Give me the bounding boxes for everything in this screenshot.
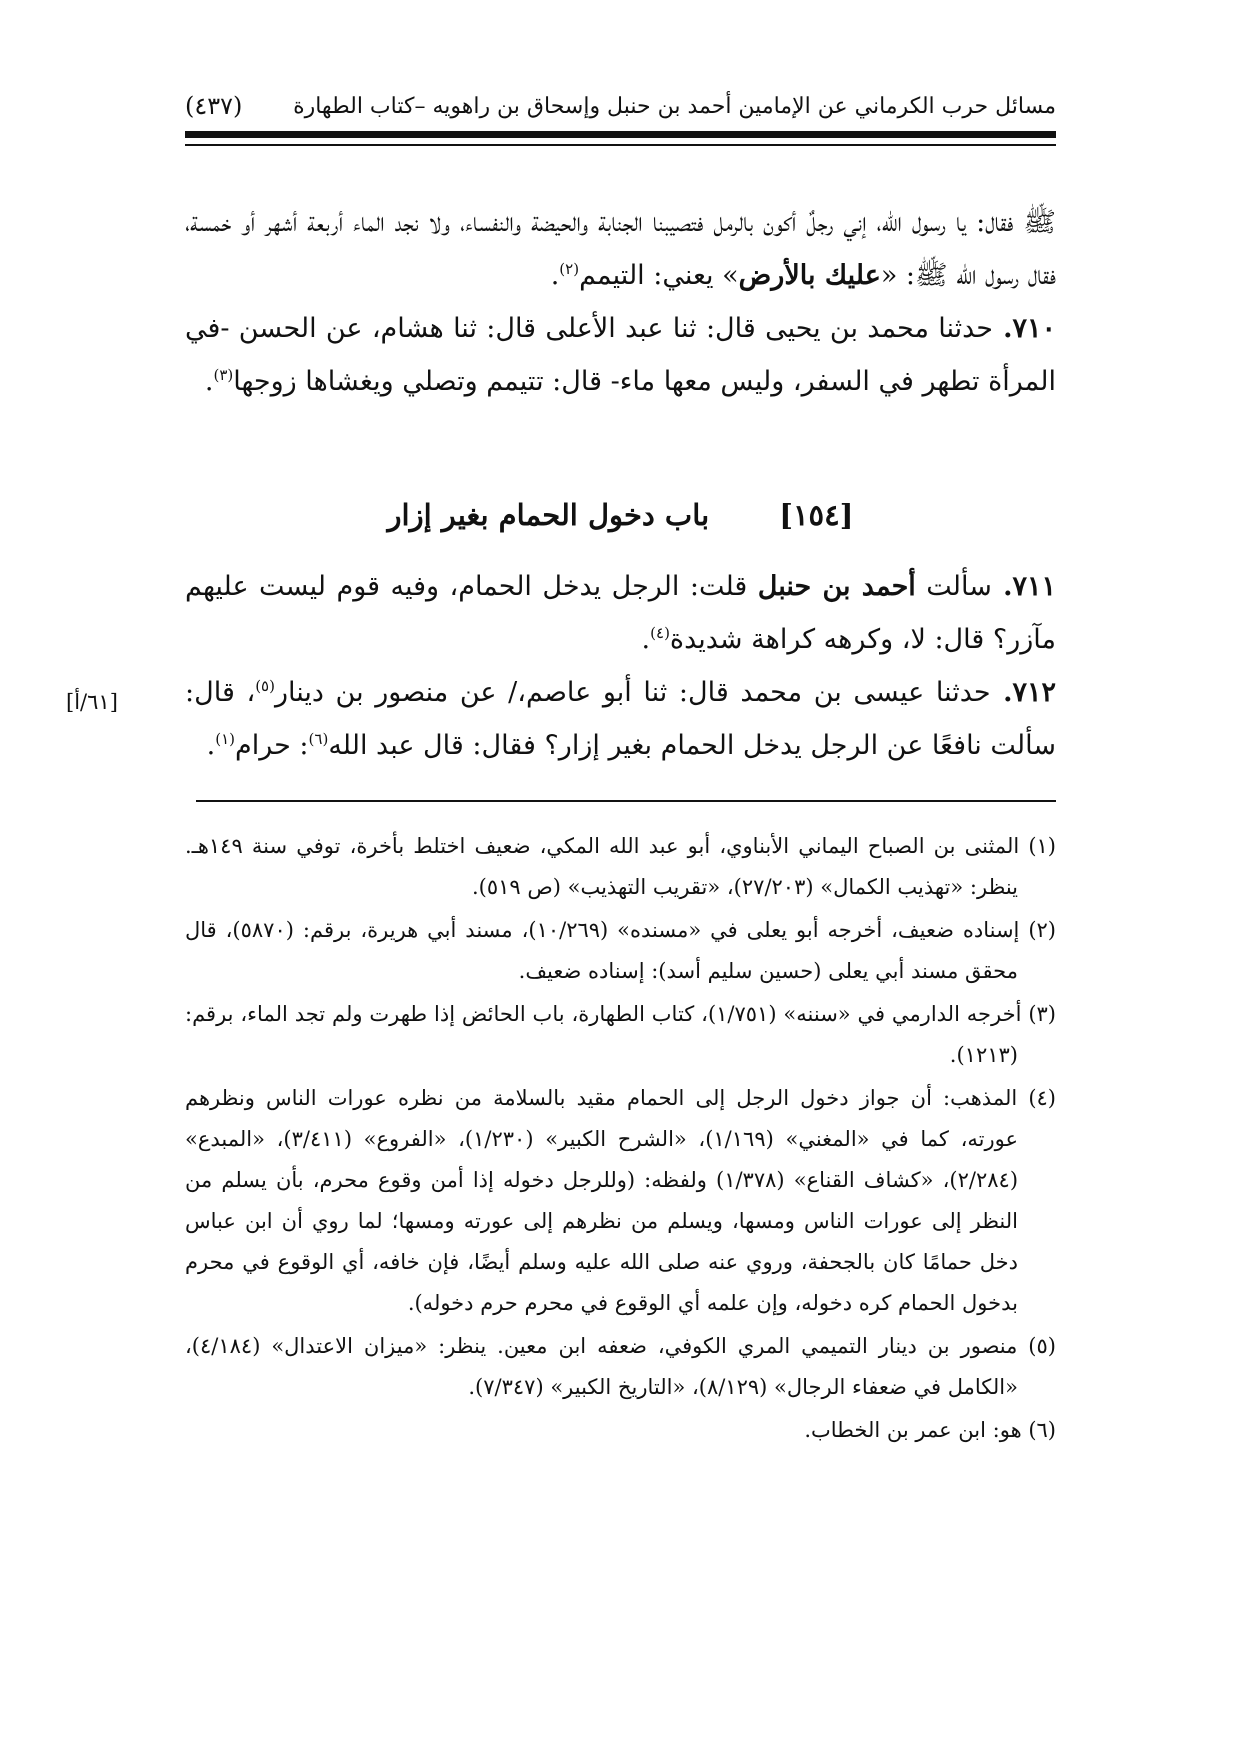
period: . xyxy=(550,260,560,291)
paragraph-text: ، قال: سألت نافعًا عن الرجل يدخل الحمام بغير إزار؟ فقال: قال عبد الله xyxy=(185,677,1056,761)
paragraph-continuation xyxy=(185,196,1056,302)
footnote-4: (٤) المذهب: أن جواز دخول الرجل إلى الحمام مقيد بالسلامة من نظره عورات الناس ونظرهم عورته، كما في «المغني» (١/١٦٩)، «الشرح الكبير» (١/٢٣٠)، «الفروع» (٣/٤١١)، «المبدع» (٢/٢٨٤)، «كشاف القناع» (١/٣٧٨) ولفظه: (وللرجل دخوله إذا أمن وقوع محرم، بأن يسلم من النظر إلى عورات الناس ومسها، ويسلم من نظرهم إلى عورته ومسها؛ لما روي أن ابن عباس دخل حمامًا كان بالجحفة، وروي عنه صلى الله عليه وسلم أيضًا، فإن خافه، أي الوقوع في محرم بدخول الحمام كره دخوله، وإن علمه أي الوقوع في محرم حرم دخوله). xyxy=(185,1086,1056,1315)
footnote-ref: (٤) xyxy=(650,624,670,642)
number-dot: . xyxy=(992,313,1013,344)
footnote-ref: (٥) xyxy=(255,677,275,695)
footnote-ref: (٦) xyxy=(308,730,329,748)
number-dot: . xyxy=(990,677,1013,708)
header-title: مسائل حرب الكرماني عن الإمامين أحمد بن حنبل وإسحاق بن راهويه –كتاب الطهارة xyxy=(293,93,1056,119)
paragraph-text: » يعني: التيمم xyxy=(579,260,739,291)
paragraph-text: حدثنا عيسى بن محمد قال: ثنا أبو عاصم،/ عن منصور بن دينار xyxy=(274,677,991,708)
footnote-5: (٥) منصور بن دينار التميمي المري الكوفي، ضعفه ابن معين. ينظر: «ميزان الاعتدال» (٤/١٨٤)، «الكامل في ضعفاء الرجال» (٨/١٢٩)، «التاريخ الكبير» (٧/٣٤٧). xyxy=(185,1334,1056,1399)
footnote-separator xyxy=(196,800,1056,802)
paragraph-number: ٧١١ xyxy=(1012,571,1057,602)
header-rule-thick xyxy=(185,131,1056,138)
text-block-top xyxy=(185,196,1056,408)
number-dot: . xyxy=(991,571,1013,602)
footnote-ref: (١) xyxy=(215,730,236,748)
chapter-title: باب دخول الحمام بغير إزار xyxy=(387,498,710,532)
footnote-ref: (٢) xyxy=(559,260,580,278)
paragraph-712 xyxy=(185,666,1056,772)
paragraph-number: ٧١٢ xyxy=(1012,677,1056,708)
header-rule-thin xyxy=(185,144,1056,146)
paragraph-text: ﷺ فقال: يا رسول الله، إني رجلٌ أكون بالرمل فتصيبنا الجنابة والحيضة والنفساء، ولا نجد الماء أربعة أشهر أو خمسة، فقال رسول الله ﷺ: « xyxy=(185,207,1056,291)
paragraph-text: حدثنا محمد بن يحيى قال: ثنا عبد الأعلى قال: ثنا هشام، عن الحسن -في المرأة تطهر في السفر، وليس معها ماء- قال: تتيمم وتصلي ويغشاها زوجها xyxy=(185,313,1056,397)
running-header xyxy=(185,88,1056,124)
manuscript-folio-note: [٦١/أ] xyxy=(66,690,118,714)
footnote-2: (٢) إسناده ضعيف، أخرجه أبو يعلى في «مسنده» (١٠/٢٦٩)، مسند أبي هريرة، برقم: (٥٨٧٠)، قال محقق مسند أبي يعلى (حسين سليم أسد): إسناده ضعيف. xyxy=(185,918,1056,983)
footnote-3: (٣) أخرجه الدارمي في «سننه» (١/٧٥١)، كتاب الطهارة، باب الحائض إذا طهرت ولم تجد الماء، برقم: (١٢١٣). xyxy=(185,1002,1056,1067)
chapter-heading xyxy=(185,498,1056,554)
paragraph-711 xyxy=(185,560,1056,666)
period: . xyxy=(206,730,216,761)
page-number: (٤٣٧) xyxy=(185,92,243,120)
chapter-number: [١٥٤] xyxy=(779,498,854,532)
footnotes xyxy=(185,826,1056,1453)
period: . xyxy=(204,366,214,397)
footnote-ref: (٣) xyxy=(213,366,234,384)
paragraph-number: ٧١٠ xyxy=(1012,313,1056,344)
paragraph-text: قلت: الرجل يدخل الحمام، وفيه قوم ليست عليهم مآزر؟ قال: لا، وكرهه كراهة شديدة xyxy=(185,571,1056,655)
period: . xyxy=(641,624,651,655)
text-block-chapter xyxy=(185,560,1056,772)
footnote-1: (١) المثنى بن الصباح اليماني الأبناوي، أبو عبد الله المكي، ضعيف اختلط بأخرة، توفي سنة ١٤٩هـ. ينظر: «تهذيب الكمال» (٢٧/٢٠٣)، «تقريب التهذيب» (ص ٥١٩). xyxy=(185,834,1056,899)
paragraph-bold-text: أحمد بن حنبل xyxy=(757,571,916,602)
paragraph-text: : حرام xyxy=(235,730,309,761)
footnote-6: (٦) هو: ابن عمر بن الخطاب. xyxy=(804,1418,1056,1442)
paragraph-bold-text: عليك بالأرض xyxy=(738,260,881,291)
paragraph-710 xyxy=(185,302,1056,408)
paragraph-text: سألت xyxy=(915,571,992,602)
